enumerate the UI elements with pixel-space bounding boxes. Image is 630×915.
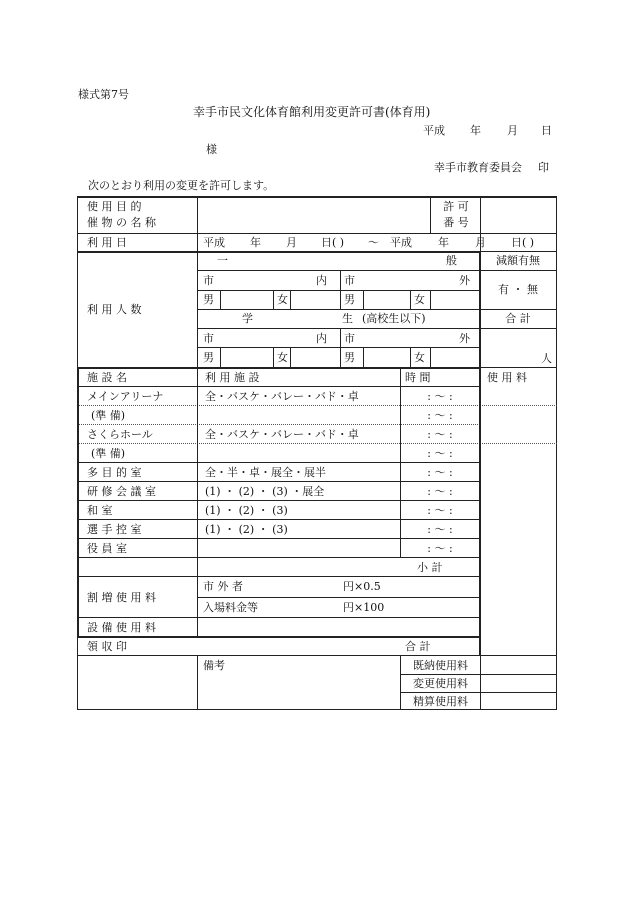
time-header: 時 間 [405, 371, 431, 384]
discount-label: 減額有無 [496, 254, 540, 267]
facility-row-time: : ～ : [427, 447, 453, 460]
end-era: 平成 [390, 236, 412, 249]
facility-row-options: 全・半・卓・展全・展半 [205, 466, 326, 479]
facility-name-header: 施 設 名 [87, 371, 127, 384]
start-month: 月 [286, 236, 297, 249]
surcharge-nonresident-rate: 円×0.5 [343, 580, 381, 593]
female-label: 女 [277, 293, 288, 306]
outside-label-2: 外 [459, 332, 470, 345]
issuer: 幸手市教育委員会 [434, 161, 522, 174]
settlement-fee-label: 精算使用料 [413, 695, 468, 708]
event-name-label: 催 物 の 名 称 [87, 216, 156, 229]
male-label-2: 男 [344, 293, 355, 306]
permit-label: 許 可 [443, 200, 469, 213]
general-label-b: 般 [446, 254, 457, 267]
facility-row-name: (準 備) [91, 409, 126, 422]
female-label-2: 女 [414, 293, 425, 306]
fee-header: 使 用 料 [487, 371, 527, 384]
remarks-label: 備考 [203, 659, 225, 672]
start-year: 年 [250, 236, 261, 249]
permit-form [77, 196, 557, 710]
facility-row-options: 全・バスケ・バレー・バド・卓 [205, 428, 359, 441]
facility-row-options: (1) ・ (2) ・ (3) [205, 504, 288, 517]
start-day: 日( ) [321, 236, 345, 249]
inside-label: 内 [316, 274, 327, 287]
document-title: 幸手市民文化体育館利用変更許可書(体育用) [193, 105, 431, 119]
seal-mark: 印 [538, 161, 549, 174]
facility-row-name: さくらホール [87, 428, 153, 441]
male-label-4: 男 [344, 351, 355, 364]
date-era: 平成 [423, 124, 445, 137]
receipt-stamp-label: 領 収 印 [87, 640, 127, 653]
facility-use-header: 利 用 施 設 [205, 371, 260, 384]
purpose-label: 使 用 目 的 [87, 200, 142, 213]
changed-fee-label: 変更使用料 [413, 677, 468, 690]
male-label: 男 [203, 293, 214, 306]
facility-row-name: 選 手 控 室 [87, 523, 142, 536]
facility-row-time: : ～ : [427, 409, 453, 422]
end-year: 年 [438, 236, 449, 249]
subtotal-label: 小 計 [417, 561, 443, 574]
facility-row-name: 和 室 [87, 504, 113, 517]
intro-text: 次のとおり利用の変更を許可します。 [88, 179, 275, 192]
surcharge-admission-rate: 円×100 [343, 601, 385, 614]
date-month: 月 [507, 124, 518, 137]
facility-row-name: 研 修 会 議 室 [87, 485, 156, 498]
student-label-b: 生 [342, 312, 353, 325]
equipment-fee-label: 設 備 使 用 料 [87, 621, 156, 634]
end-day: 日( ) [511, 236, 535, 249]
period-separator: ～ [368, 236, 379, 249]
facility-row-options: (1) ・ (2) ・ (3) [205, 523, 288, 536]
facility-row-time: : ～ : [427, 390, 453, 403]
inside-label-2: 内 [316, 332, 327, 345]
female-label-3: 女 [277, 351, 288, 364]
user-count-label: 利 用 人 数 [87, 303, 142, 316]
facility-row-name: 役 員 室 [87, 542, 127, 555]
date-day: 日 [541, 124, 552, 137]
city-label: 市 [203, 274, 214, 287]
facility-row-time: : ～ : [427, 485, 453, 498]
student-label-a: 学 [242, 312, 253, 325]
facility-row-name: メインアリーナ [87, 390, 164, 403]
grand-total-label: 合 計 [405, 640, 431, 653]
use-date-label: 利 用 日 [87, 236, 127, 249]
city-label-4: 市 [344, 332, 355, 345]
city-label-2: 市 [344, 274, 355, 287]
discount-yes-no: 有 ・ 無 [498, 283, 538, 296]
total-users-label: 合 計 [505, 312, 531, 325]
surcharge-label: 割 増 使 用 料 [87, 591, 156, 604]
male-label-3: 男 [203, 351, 214, 364]
facility-row-time: : ～ : [427, 504, 453, 517]
date-year: 年 [470, 124, 481, 137]
facility-row-options: (1) ・ (2) ・ (3) ・展全 [205, 485, 325, 498]
person-unit: 人 [541, 352, 552, 365]
facility-row-options: 全・バスケ・バレー・バド・卓 [205, 390, 359, 403]
permit-number-label: 番 号 [443, 216, 469, 229]
city-label-3: 市 [203, 332, 214, 345]
paid-fee-label: 既納使用料 [413, 659, 468, 672]
female-label-4: 女 [414, 351, 425, 364]
facility-row-time: : ～ : [427, 523, 453, 536]
student-note: (高校生以下) [362, 312, 426, 325]
general-label-a: 一 [217, 254, 228, 267]
surcharge-admission: 入場料金等 [203, 601, 258, 614]
facility-row-time: : ～ : [427, 466, 453, 479]
facility-row-time: : ～ : [427, 428, 453, 441]
end-month: 月 [475, 236, 486, 249]
addressee-suffix: 様 [206, 143, 217, 156]
facility-row-time: : ～ : [427, 542, 453, 555]
surcharge-nonresident: 市 外 者 [203, 580, 243, 593]
facility-row-name: (準 備) [91, 447, 126, 460]
facility-row-name: 多 目 的 室 [87, 466, 142, 479]
form-number: 様式第7号 [78, 88, 129, 101]
start-era: 平成 [203, 236, 225, 249]
outside-label: 外 [459, 274, 470, 287]
